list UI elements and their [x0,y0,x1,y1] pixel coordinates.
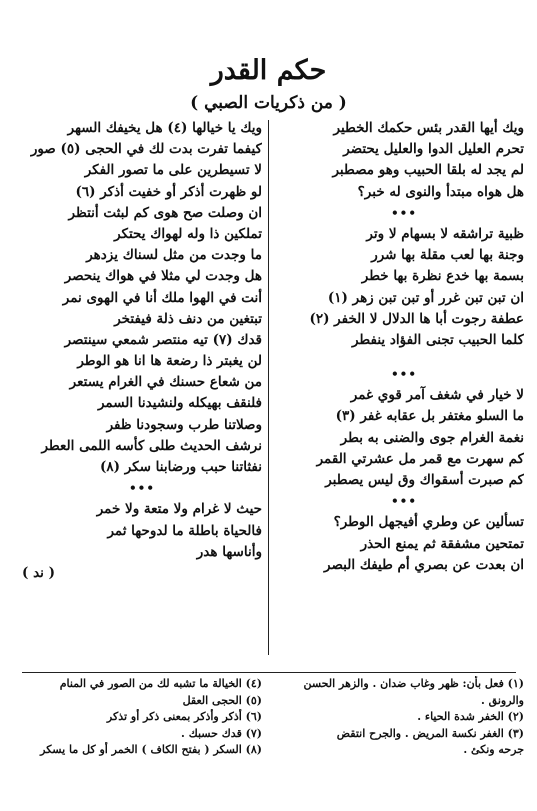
verse-line: ان بعدت عن بصري أم طيفك البصر [324,556,524,573]
verse-line: تملكين ذا وله لهواك يحتكر [114,225,262,242]
verse-line: لا خيار في شغف آمر قوي غمر [350,387,524,404]
verse-line: نغمة الغرام جوى والضنى به بطر [340,429,524,446]
verse-line: تبتغين من دنف ذلة فيفتخر [114,310,262,327]
footnotes-left [22,676,262,759]
verse-line: قدك (٧) تيه منتصر شمعي سينتصر [64,331,262,348]
footnote: (١) فعل بأن: ظهر وغاب ضدان . والزهر الحسن [303,677,524,690]
stanza-separator: ••• [390,205,417,220]
column-divider [268,120,269,655]
verse-line: ما السلو مغتفر بل عقابه غفر (٣) [335,408,524,425]
verse-line: ويك أيها القدر بئس حكمك الخطير [333,120,524,136]
verse-line: هل هواه مبتدأ والنوى له خبر؟ [357,183,524,200]
footnote-divider [22,672,516,673]
verse-line: وجنة بها لعب مقلة بها شرر [371,247,524,264]
footnote: (٦) أذكر وأذكر بمعنى ذكر أو تذكر [106,710,262,723]
verse-line: نرشف الحديث طلى كأسه اللمى العطر [41,437,262,454]
verse-line: كم سهرت مع قمر مل عشرتي القمر [316,450,524,467]
verse-line: لن يغبتر ذا رضعة ها انا هو الوطر [77,353,262,370]
verse-line: تحرم العليل الدوا والعليل يحتضر [343,141,524,158]
page-title: حكم القدر [210,55,327,86]
verse-line: من شعاع حسنك في الغرام يستعر [69,374,262,391]
verse-line: حيث لا غرام ولا متعة ولا خمر [96,501,262,518]
verse-line: هل وجدت لي مثلا في هواك ينحصر [64,268,262,285]
verse-line: ان وصلت صح هوى كم لبثت أنتظر [68,204,262,221]
footnote: (٧) قدك حسبك . [181,726,262,740]
footnote: (٣) الغفر نكسة المريض . والجرح انتقض [336,726,524,740]
footnote: (٤) الخيالة ما تشبه لك من الصور في المنام [59,677,262,690]
verse-line: أنت في الهوا ملك أنا في الهوى نمر [62,289,262,306]
verse-line: بسمة بها خدع نظرة بها خطر [361,268,524,285]
verse-line: نفثاتنا حبب ورضابنا سكر (٨) [99,459,262,475]
verse-line: تسألين عن وطري أفيجهل الوطر؟ [333,514,524,531]
verse-line: وأناسها هدر [196,543,262,560]
footnote: (٥) الحجى العقل [182,693,262,707]
poem-column-left [22,118,262,584]
verse-line: كيفما تفرت بدت لك في الحجى (٥) صور [30,141,262,158]
footnote: والرونق . [481,693,524,707]
author-signature: ( ند ) [22,564,56,581]
footnote: جرحه ونكئ . [463,743,524,756]
verse-line: تمتحين مشفقة ثم يمنع الحذر [360,535,524,552]
page-subtitle: ( من ذكريات الصبي ) [190,93,347,113]
verse-line: ظبية تراشقه لا بسهام لا وتر [366,225,524,242]
verse-line: فالحياة باطلة ما لدوحها ثمر [107,522,262,539]
stanza-separator: ••• [390,494,417,509]
verse-line: لو ظهرت أذكر أو خفيت أذكر (٦) [75,183,262,200]
verse-line: كلما الحبيب تجنى الفؤاد ينفطر [351,331,524,348]
stanza-separator: ••• [128,481,155,496]
footnotes-right [284,676,524,759]
verse-line: ان تبن تبن غرر أو تبن تبن زهر (١) [327,289,524,306]
verse-line: عطفة رجوت أبا ها الدلال لا الخفر (٢) [309,310,524,327]
verse-line: كم صبرت أسقواك وق ليس يصطبر [325,472,524,488]
verse-line: لم يجد له بلقا الحبيب وهو مصطبر [332,162,524,179]
poem-column-right [284,118,524,576]
stanza-separator: ••• [390,367,417,382]
footnote: (٨) السكر ( بفتح الكاف ) الخمر أو كل ما يسكر [40,743,262,756]
verse-line: وصلاتنا طرب وسجودنا ظفر [106,416,262,433]
verse-line: لا تسيطرين على ما تصور الفكر [84,162,262,179]
verse-line: فلنقف بهيكله ولنشيدنا السمر [97,395,262,412]
footnote: (٢) الخفر شدة الحياء . [417,710,524,723]
verse-line: ما وجدت من مثل لسناك يزدهر [86,247,262,264]
verse-line: ويك يا خيالها (٤) هل يخيفك السهر [67,120,262,136]
